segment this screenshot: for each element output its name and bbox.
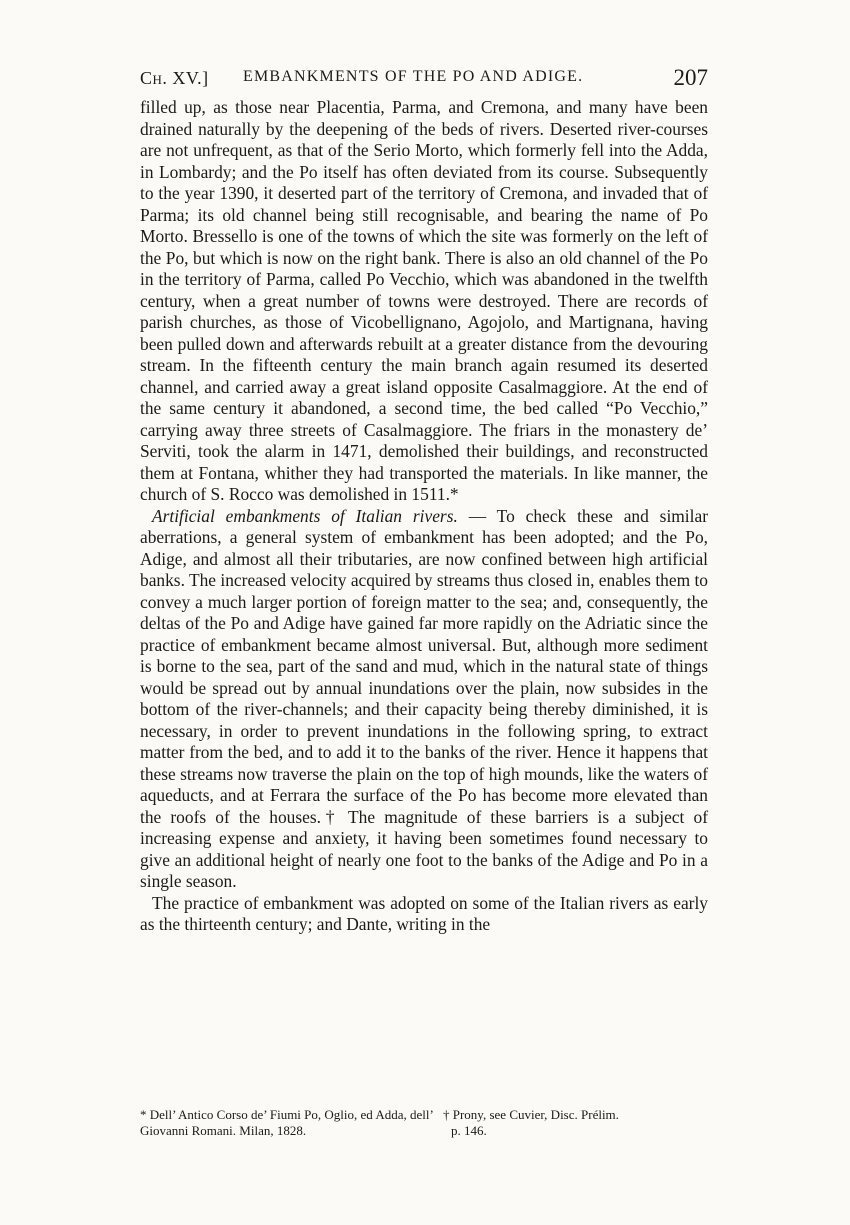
running-title: EMBANKMENTS OF THE PO AND ADIGE.: [243, 68, 584, 85]
footnote-prony-line2: p. 146.: [451, 1123, 487, 1138]
paragraph-embankments: [140, 506, 708, 893]
footnotes: [140, 1107, 708, 1139]
paragraph-embankments-text: — To check these and similar aberrations, a general system of embankment has been adopted; and the Po, Adige, and almost all their tributaries, are now confined between high artificial banks. The increased velocity acquired by streams thus closed in, enables them to convey a much larger portion of foreign matter to the sea; and, consequently, the deltas of the Po and Adige have gained far more rapidly on the Adriatic since the practice of embankment became almost universal. But, although more sediment is borne to the sea, part of the sand and mud, which in the natural state of things would be spread out by annual inundations over the plain, now subsides in the bottom of the river-channels; and their capacity being thereby diminished, it is necessary, in order to prevent inundations in the following spring, to extract matter from the bed, and to add it to the banks of the river. Hence it happens that these streams now traverse the plain on the top of high mounds, like the waters of aqueducts, and at Ferrara the surface of the Po has become more elevated than the roofs of the houses.† The magnitude of these barriers is a subject of increasing expense and anxiety, it having been sometimes found necessary to give an additional height of nearly one foot to the banks of the Adige and Po in a single season.: [140, 505, 708, 891]
section-sidehead: Artificial embankments of Italian rivers.: [152, 505, 458, 526]
chapter-label: Ch. XV.]: [140, 68, 209, 88]
paragraph-po-course: filled up, as those near Placentia, Parma, and Cremona, and many have been drained naturally by the deepening of the beds of rivers. Deserted river-courses are not unfrequent, as that of the Serio Morto, which formerly fell into the Adda, in Lombardy; and the Po itself has often deviated from its course. Subsequently to the year 1390, it deserted part of the territory of Cremona, and invaded that of Parma; its old channel being still recognisable, and bearing the name of Po Morto. Bressello is one of the towns of which the site was formerly on the left of the Po, but which is now on the right bank. There is also an old channel of the Po in the territory of Parma, called Po Vecchio, which was abandoned in the twelfth century, when a great number of towns were destroyed. There are records of parish churches, as those of Vicobellignano, Agojolo, and Martignana, having been pulled down and afterwards rebuilt at a greater distance from the devouring stream. In the fifteenth century the main branch again resumed its deserted channel, and carried away a great island opposite Casalmaggiore. At the end of the same century it abandoned, a second time, the bed called “Po Vecchio,” carrying away three streets of Casalmaggiore. The friars in the monastery de’ Serviti, took the alarm in 1471, demolished their buildings, and reconstructed them at Fontana, whither they had transported the materials. In like manner, the church of S. Rocco was demolished in 1511.*: [140, 97, 708, 504]
footnote-romani: * Dell’ Antico Corso de’ Fiumi Po, Oglio, ed Adda, dell’ Giovanni Romani. Milan, 1828.: [140, 1107, 433, 1138]
footnote-prony-line1: † Prony, see Cuvier, Disc. Prélim.: [443, 1107, 619, 1122]
running-header: [140, 66, 708, 94]
footnote-prony: [443, 1107, 708, 1139]
paragraph-dante: The practice of embankment was adopted on some of the Italian rivers as early as the thirteenth century; and Dante, writing in the: [140, 892, 708, 934]
body-text: [140, 97, 708, 936]
page-number: 207: [673, 65, 708, 90]
